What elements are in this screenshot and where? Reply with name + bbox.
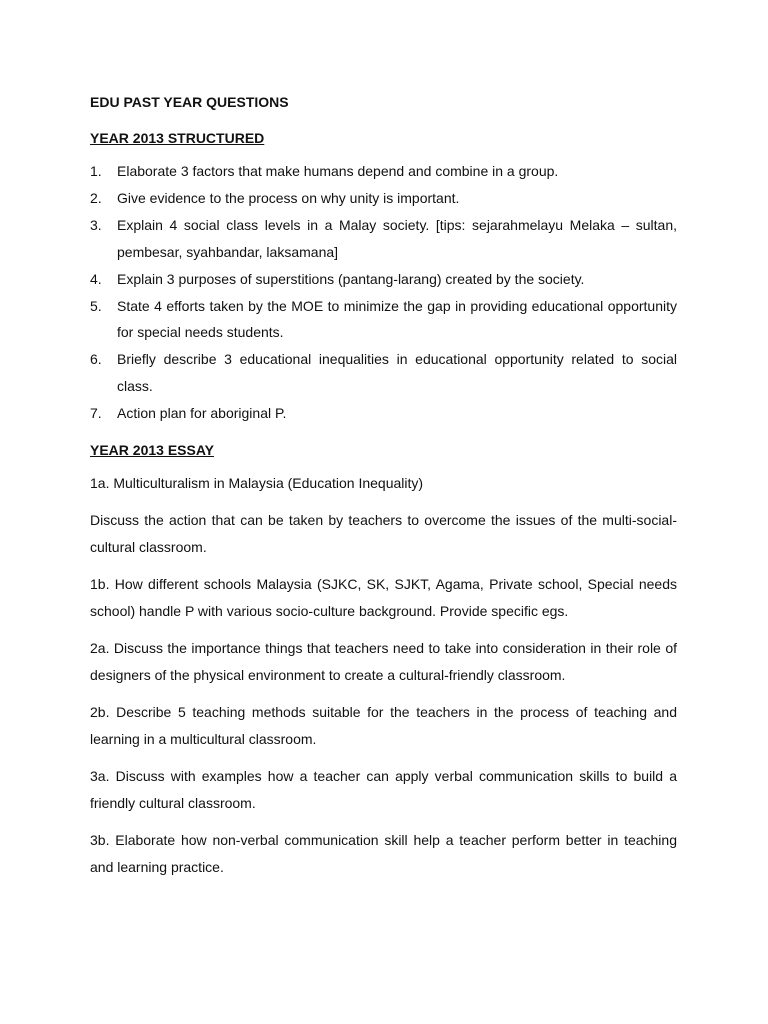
- question-item-7: [90, 400, 677, 427]
- essay-question-3a: 3a. Discuss with examples how a teacher can apply verbal communication skills to build a friendly cultural classroom.: [90, 768, 677, 811]
- question-item-1: [90, 158, 677, 185]
- question-text: Elaborate 3 factors that make humans depend and combine in a group.: [117, 163, 559, 179]
- essay-question-2a: 2a. Discuss the importance things that teachers need to take into consideration in their role of designers of the physical environment to create a cultural-friendly classroom.: [90, 640, 677, 683]
- question-text: Explain 4 social class levels in a Malay society. [tips: sejarahmelayu Melaka – sultan, pembesar, syahbandar, laksamana]: [117, 217, 677, 260]
- document-title: EDU PAST YEAR QUESTIONS: [90, 94, 289, 110]
- question-item-4: [90, 266, 677, 293]
- question-number: 1.: [90, 163, 102, 179]
- question-text: Action plan for aboriginal P.: [117, 404, 287, 421]
- question-number: 4.: [90, 270, 102, 287]
- question-text: Explain 3 purposes of superstitions (pantang-larang) created by the society.: [117, 270, 585, 287]
- question-number: 3.: [90, 217, 102, 233]
- question-text: Give evidence to the process on why unity is important.: [117, 190, 460, 206]
- question-number: 2.: [90, 190, 102, 206]
- essay-question-3b: 3b. Elaborate how non-verbal communication skill help a teacher perform better in teaching and learning practice.: [90, 832, 677, 875]
- question-item-3: [90, 212, 677, 265]
- essay-heading: YEAR 2013 ESSAY: [90, 442, 214, 458]
- essay-question-1a-title: 1a. Multiculturalism in Malaysia (Education Inequality): [90, 475, 424, 491]
- essay-question-1a-body: Discuss the action that can be taken by teachers to overcome the issues of the multi-social-cultural classroom.: [90, 512, 677, 555]
- document-page: [90, 92, 677, 891]
- question-number: 5.: [90, 297, 102, 314]
- essay-question-2b: 2b. Describe 5 teaching methods suitable for the teachers in the process of teaching and learning in a multicultural classroom.: [90, 704, 677, 747]
- question-number: 6.: [90, 351, 102, 367]
- question-text: State 4 efforts taken by the MOE to minimize the gap in providing educational opportunity for special needs students.: [117, 297, 677, 340]
- structured-heading: YEAR 2013 STRUCTURED: [90, 130, 265, 146]
- essay-question-1b: 1b. How different schools Malaysia (SJKC, SK, SJKT, Agama, Private school, Special needs school) handle P with various socio-culture background. Provide specific egs.: [90, 576, 677, 619]
- question-item-6: [90, 346, 677, 399]
- question-item-5: [90, 293, 677, 346]
- question-item-2: [90, 185, 677, 212]
- structured-question-list: [90, 158, 677, 426]
- question-number: 7.: [90, 404, 102, 421]
- question-text: Briefly describe 3 educational inequalities in educational opportunity related to social class.: [117, 351, 677, 394]
